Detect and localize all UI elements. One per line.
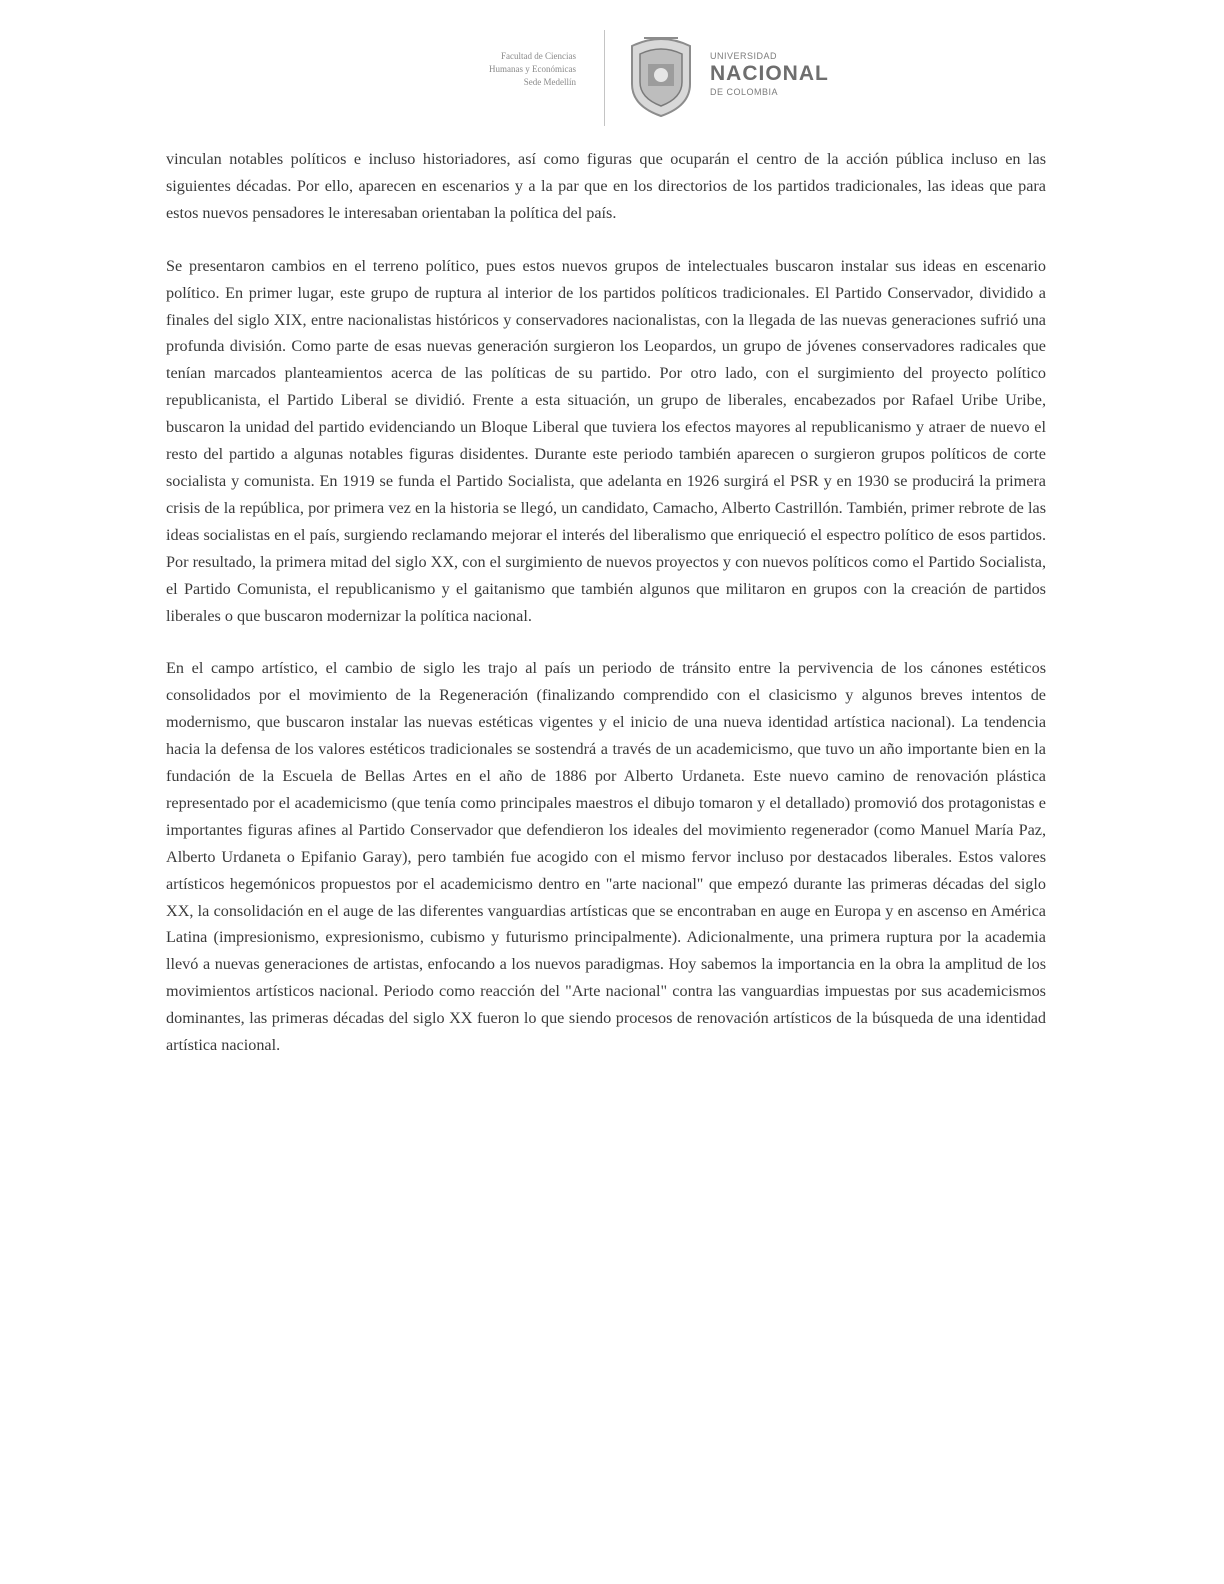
body-text — [166, 146, 1046, 1085]
page-header — [0, 28, 1224, 138]
wordmark-line-1: UNIVERSIDAD — [710, 51, 778, 61]
campus-line: Sede Medellín — [523, 77, 576, 87]
paragraph: Se presentaron cambios en el terreno político, pues estos nuevos grupos de intelectuales buscaron instalar sus ideas en escenario político. En primer lugar, este grupo de ruptura al interior de los partidos políticos tradicionales. El Partido Conservador, dividido a finales del siglo XIX, entre nacionalistas históricos y conservadores nacionalistas, con la llegada de las nuevas generaciones sufrió una profunda división. Como parte de esas nuevas generación surgieron los Leopardos, un grupo de jóvenes conservadores radicales que tenían marcados planteamientos acerca de las políticas de su partido. Por otro lado, con el surgimiento del proyecto político republicanista, el Partido Liberal se dividió. Frente a esta situación, un grupo de liberales, encabezados por Rafael Uribe Uribe, buscaron la unidad del partido evidenciando un Bloque Liberal que tuviera los efectos mayores al republicanismo y atraer de nuevo el resto del partido a algunas notables figuras disidentes. Durante este periodo también aparecen o surgieron grupos políticos de corte socialista y comunista. En 1919 se funda el Partido Socialista, que adelanta en 1926 surgirá el PSR y en 1930 se producirá la primera crisis de la república, por primera vez en la historia se llegó, un candidato, Camacho, Alberto Castrillón. También, primer rebrote de las ideas socialistas en el país, surgiendo reclamando mejorar el interés del liberalismo que enriqueció el espectro político de esos partidos. Por resultado, la primera mitad del siglo XX, con el surgimiento de nuevos proyectos y con nuevos políticos como el Partido Socialista, el Partido Comunista, el republicanismo y el gaitanismo que también algunos que militaron en grupos con la creación de partidos liberales o que buscaron modernizar la política nacional. — [166, 256, 1046, 625]
faculty-line: Humanas y Económicas — [489, 64, 576, 74]
header-divider — [604, 30, 605, 126]
wordmark-line-3: DE COLOMBIA — [710, 87, 779, 97]
paragraph: vinculan notables políticos e incluso historiadores, así como figuras que ocuparán el centro de la acción pública incluso en las siguientes décadas. Por ello, aparecen en escenarios y a la par que en los directorios de los partidos tradicionales, las ideas que para estos nuevos pensadores le interesaban orientaban la política del país. — [166, 150, 1046, 222]
university-seal-icon — [626, 32, 696, 118]
faculty-block — [376, 50, 576, 89]
wordmark-line-2: NACIONAL — [710, 62, 829, 85]
faculty-line: Facultad de Ciencias — [501, 51, 576, 61]
university-logo — [622, 28, 852, 128]
paragraph: En el campo artístico, el cambio de siglo les trajo al país un periodo de tránsito entre la pervivencia de los cánones estéticos consolidados por el movimiento de la Regeneración (finalizando comprendido con el clasicismo y algunos breves intentos de modernismo, que buscaron instalar las nuevas estéticas vigentes y el inicio de una nueva identidad artística nacional). La tendencia hacia la defensa de los valores estéticos tradicionales se sostendrá a través de un academicismo, que tuvo un año importante bien en la fundación de la Escuela de Bellas Artes en el año de 1886 por Alberto Urdaneta. Este nuevo camino de renovación plástica representado por el academicismo (que tenía como principales maestros el dibujo tomaron y el detallado) promovió dos protagonistas e importantes figuras afines al Partido Conservador que defendieron los ideales del movimiento regenerador (como Manuel María Paz, Alberto Urdaneta o Epifanio Garay), pero también fue acogido con el mismo fervor incluso por destacados liberales. Estos valores artísticos hegemónicos propuestos por el academicismo dentro en "arte nacional" que empezó durante las primeras décadas del siglo XX, la consolidación en el auge de las diferentes vanguardias artísticas que se encontraban en auge en Europa y en ascenso en América Latina (impresionismo, expresionismo, cubismo y futurismo principalmente). Adicionalmente, una primera ruptura por la academia llevó a nuevas generaciones de artistas, enfocando a los nuevos paradigmas. Hoy sabemos la importancia en la obra la amplitud de los movimientos artísticos nacional. Periodo como reacción del "Arte nacional" contra las vanguardias impuestas por sus academicismos dominantes, las primeras décadas del siglo XX fueron lo que siendo procesos de renovación artísticos de la búsqueda de una identidad artística nacional. — [166, 659, 1046, 1055]
university-wordmark — [710, 50, 860, 98]
